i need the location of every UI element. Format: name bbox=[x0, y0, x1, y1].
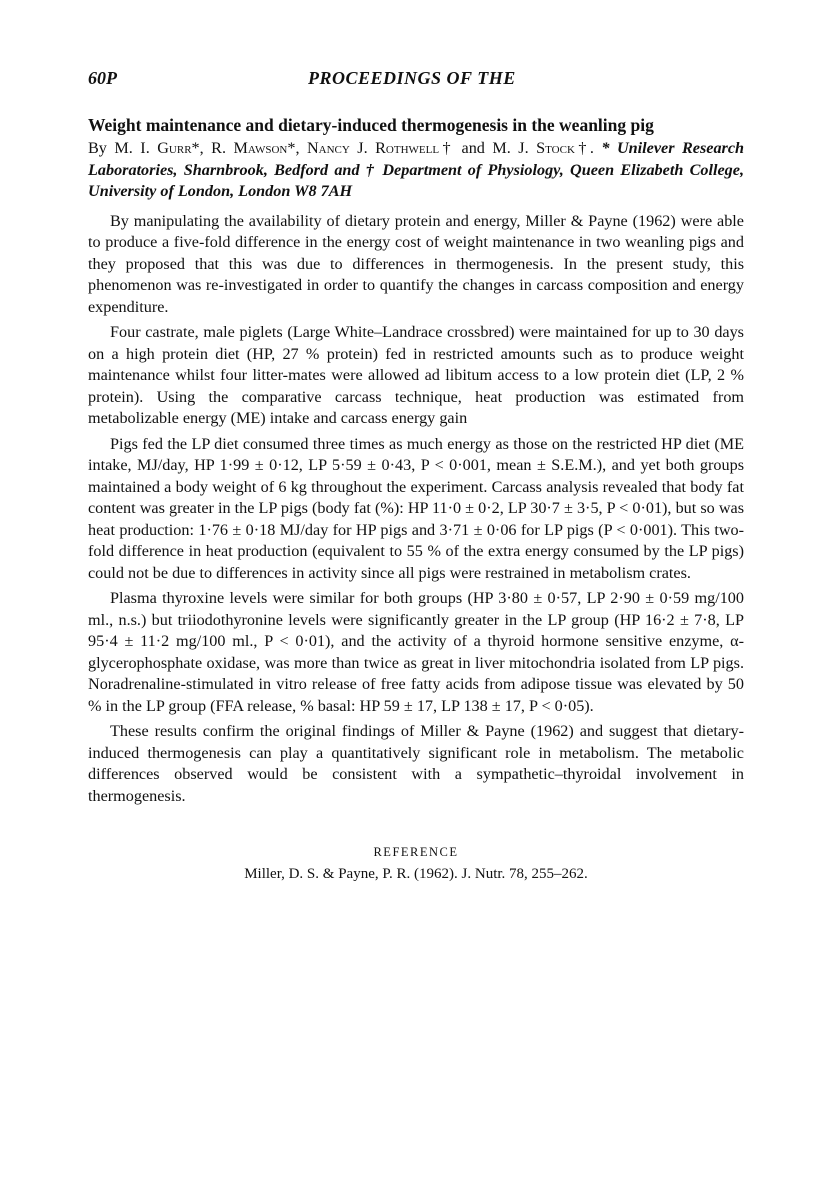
paragraph-conclusion: These results confirm the original findings of Miller & Payne (1962) and suggest that dietary-induced thermogenesis can play a quantitatively significant role in metabolism. The metabolic differences observed would be consistent with a sympathetic–thyroidal involvement in thermogenesis. bbox=[88, 722, 744, 805]
author-mark: † bbox=[439, 139, 455, 157]
reference-heading: REFERENCE bbox=[373, 845, 459, 859]
author-name: Nancy J. Rothwell bbox=[306, 139, 440, 157]
article-title: Weight maintenance and dietary-induced thermogenesis in the weanling pig bbox=[88, 115, 654, 135]
byline-prefix: By bbox=[88, 139, 107, 157]
author-name: R. Mawson bbox=[211, 139, 288, 157]
paragraph-results-thyroid: Plasma thyroxine levels were similar for both groups (HP 3·80 ± 0·57, LP 2·90 ± 0·59 mg/100 ml., n.s.) but triiodothyronine levels were significantly greater in the LP group (HP 16·2 ± 7·8, LP 95·4 ± 11·2 mg/100 ml., P < 0·01), and the activity of a thyroid hormone sensitive enzyme, α-glycerophosphate oxidase, was more than twice as great in liver mitochondria isolated from LP pigs. Noradrenaline-stimulated in vitro release of free fatty acids from adipose tissue was elevated by 50 % in the LP group (FFA release, % basal: HP 59 ± 17, LP 138 ± 17, P < 0·05). bbox=[88, 589, 744, 715]
author-name: M. I. Gurr bbox=[114, 139, 192, 157]
paragraph-methods: Four castrate, male piglets (Large White–Landrace crossbred) were maintained for up to 30 days on a high protein diet (HP, 27 % protein) fed in restricted amounts such as to produce weight maintenance whilst four litter-mates were allowed ad libitum access to a low protein diet (LP, 2 % protein). Using the comparative carcass technique, heat production was estimated from metabolizable energy (ME) intake and carcass energy gain bbox=[88, 323, 744, 427]
affiliation: * Unilever Research Laboratories, Sharnbrook, Bedford and † Department of Physiology, Queen Elizabeth College, University of London, London W8 7AH bbox=[88, 139, 745, 200]
author-mark: * bbox=[287, 139, 296, 157]
author-4 bbox=[492, 139, 601, 157]
author-name: M. J. Stock bbox=[492, 139, 575, 157]
author-separator: , bbox=[295, 139, 307, 157]
author-separator: , bbox=[199, 139, 212, 157]
running-header bbox=[88, 62, 744, 92]
author-mark: † bbox=[574, 139, 590, 157]
page-number: 60P bbox=[88, 68, 117, 88]
author-list bbox=[114, 139, 601, 157]
author-block bbox=[88, 138, 744, 203]
journal-title: PROCEEDINGS OF THE bbox=[308, 68, 516, 88]
author-1 bbox=[114, 139, 211, 157]
author-separator: and bbox=[454, 139, 493, 157]
author-3 bbox=[307, 139, 492, 157]
author-2 bbox=[211, 139, 307, 157]
reference-entry: Miller, D. S. & Payne, P. R. (1962). J. Nutr. 78, 255–262. bbox=[244, 866, 588, 882]
paragraph-results-energy: Pigs fed the LP diet consumed three times as much energy as those on the restricted HP diet (ME intake, MJ/day, HP 1·99 ± 0·12, LP 5·59 ± 0·43, P < 0·001, mean ± S.E.M.), and yet both groups maintained a body weight of 6 kg throughout the experiment. Carcass analysis revealed that body fat content was greater in the LP pigs (body fat (%): HP 11·0 ± 0·2, LP 30·7 ± 3·5, P < 0·01), but so was heat production: 1·76 ± 0·18 MJ/day for HP pigs and 3·71 ± 0·06 for LP pigs (P < 0·001). This two-fold difference in heat production (equivalent to 55 % of the extra energy consumed by the LP pigs) could not be due to differences in activity since all pigs were restrained in metabolism crates. bbox=[88, 434, 744, 582]
author-mark: * bbox=[191, 139, 200, 157]
author-separator: . bbox=[589, 139, 602, 157]
paper-page bbox=[88, 62, 744, 883]
paragraph-introduction: By manipulating the availability of dietary protein and energy, Miller & Payne (1962) were able to produce a five-fold difference in the energy cost of weight maintenance in two weanling pigs and they proposed that this was due to differences in thermogenesis. In the present study, this phenomenon was re-investigated in order to quantify the changes in carcass composition and energy expenditure. bbox=[88, 211, 744, 316]
